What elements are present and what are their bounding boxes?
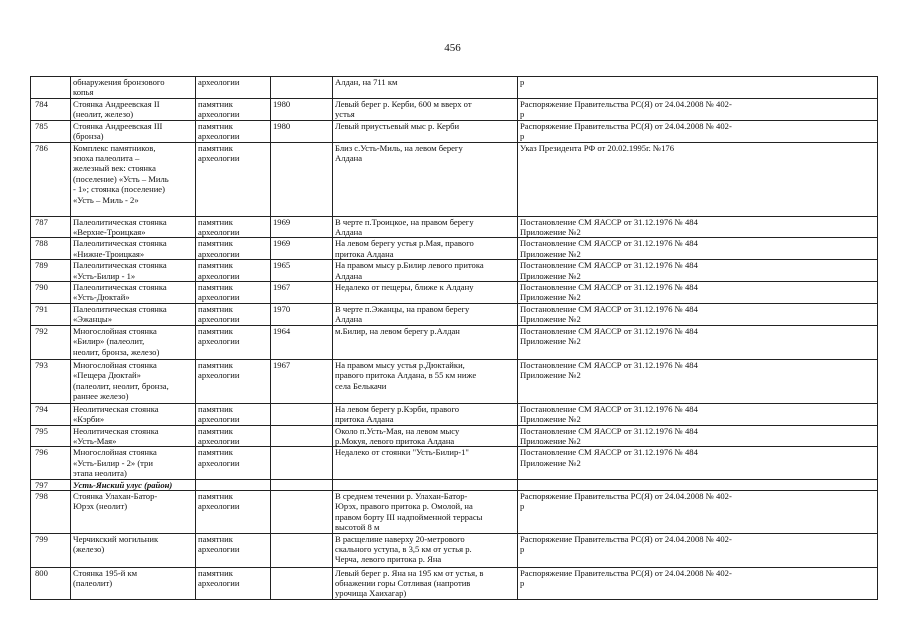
- monument-type-cell: [196, 533, 271, 567]
- row-number-cell: [31, 303, 71, 325]
- location-cell-text: На левом берегу устья р.Мая, правого притока Алдана: [335, 238, 474, 259]
- monument-type-text: памятник: [198, 533, 233, 544]
- monument-name-cell: [71, 260, 196, 282]
- location-cell-text: Левый берег р. Яна на 195 км от устья, в обнажении горы Сотливая (напротив урочища Хаихагар): [335, 567, 484, 599]
- year-cell: [271, 567, 333, 599]
- monument-type-text: памятник: [198, 303, 233, 314]
- row-number-cell: [31, 142, 71, 216]
- document-cell-text: Постановление СМ ЯАССР от 31.12.1976 № 484 Приложение №2: [520, 325, 698, 347]
- row-number-cell-text: 791: [35, 303, 48, 314]
- row-number-cell-text: 789: [35, 260, 48, 271]
- monument-type-cell: [196, 325, 271, 359]
- monument-name-cell: [71, 99, 196, 121]
- monument-type-cell: [196, 403, 271, 425]
- monument-type-cell: [196, 120, 271, 142]
- row-number-cell-text: 796: [35, 447, 48, 458]
- year-cell: [271, 325, 333, 359]
- monument-type-text: памятник: [198, 447, 233, 458]
- row-number-cell-text: 797: [35, 479, 48, 490]
- monument-category-text: археологии: [198, 153, 240, 164]
- document-cell: [518, 77, 878, 99]
- monument-type-cell: [196, 567, 271, 599]
- row-number-cell-text: 785: [35, 120, 48, 131]
- row-number-cell: [31, 403, 71, 425]
- monument-type-cell: [196, 99, 271, 121]
- monument-name-cell-text: Неолитическая стоянка «Кэрби»: [73, 403, 159, 425]
- year-cell: [271, 216, 333, 238]
- row-number-cell-text: 794: [35, 403, 48, 414]
- monument-category-text: археологии: [198, 457, 240, 468]
- monument-type-text: памятник: [198, 260, 233, 271]
- monument-name-cell-text: Комплекс памятников, эпоха палеолита – железный век: стоянка (поселение) «Усть – Миль - 1»; стоянка (поселение) «Усть – Миль - 2»: [73, 142, 169, 205]
- document-cell: [518, 142, 878, 216]
- monument-category-text: археологии: [198, 577, 240, 588]
- document-cell: [518, 403, 878, 425]
- row-number-cell-text: 792: [35, 325, 48, 336]
- monument-name-cell: [71, 447, 196, 479]
- year-cell: [271, 490, 333, 533]
- monument-type-text: памятник: [198, 425, 233, 436]
- row-number-cell-text: 788: [35, 238, 48, 249]
- registry-body: [31, 77, 878, 600]
- year-cell-text: 1969: [273, 216, 291, 227]
- location-cell-text: Близ с.Усть-Миль, на левом берегу Алдана: [335, 142, 463, 164]
- monument-name-cell-text: Многослойная стоянка «Усть-Билир - 2» (три этапа неолита): [73, 447, 157, 479]
- table-row: [31, 403, 878, 425]
- table-row: [31, 216, 878, 238]
- table-row: [31, 120, 878, 142]
- row-number-cell: [31, 216, 71, 238]
- monument-name-cell: [71, 425, 196, 447]
- location-cell-text: В черте п.Троицкое, на правом берегу Алдана: [335, 216, 474, 238]
- year-cell-text: 1980: [273, 120, 291, 131]
- document-cell-text: Постановление СМ ЯАССР от 31.12.1976 № 484 Приложение №2: [520, 216, 698, 238]
- monument-type-cell: [196, 142, 271, 216]
- year-cell: [271, 359, 333, 403]
- location-cell: [333, 403, 518, 425]
- year-cell-text: 1969: [273, 238, 291, 249]
- location-cell-text: В расщелине наверху 20-метрового скального уступа, в 3,5 км от устья р. Черча, левого притока р. Яна: [335, 533, 472, 565]
- row-number-cell: [31, 77, 71, 99]
- location-cell: [333, 490, 518, 533]
- monument-type-cell: [196, 77, 271, 99]
- table-row: [31, 77, 878, 99]
- row-number-cell-text: 799: [35, 533, 48, 544]
- type-cell: [196, 479, 271, 490]
- monument-category-text: археологии: [198, 109, 240, 120]
- document-cell-text: Распоряжение Правительства РС(Я) от 24.04.2008 № 402- р: [520, 99, 732, 120]
- row-number-cell-text: 786: [35, 142, 48, 153]
- monument-category-text: археологии: [198, 314, 240, 325]
- year-cell-text: 1967: [273, 359, 291, 370]
- row-number-cell-text: 795: [35, 425, 48, 436]
- monument-name-cell: [71, 142, 196, 216]
- table-row: [31, 303, 878, 325]
- monument-name-cell: [71, 238, 196, 260]
- row-number-cell-text: 787: [35, 216, 48, 227]
- row-number-cell: [31, 479, 71, 490]
- page-number: 456: [444, 42, 461, 54]
- monument-name-cell: [71, 120, 196, 142]
- monument-type-cell: [196, 260, 271, 282]
- monument-type-cell: [196, 490, 271, 533]
- location-cell: [333, 99, 518, 121]
- year-cell: [271, 260, 333, 282]
- year-cell: [271, 533, 333, 567]
- heritage-registry-table: [30, 76, 878, 600]
- monument-name-cell-text: Многослойная стоянка «Пещера Дюктай» (палеолит, неолит, бронза, раннее железо): [73, 359, 169, 401]
- location-cell-text: На правом мысу р.Билир левого притока Алдана: [335, 260, 484, 281]
- row-number-cell-text: 800: [35, 567, 48, 578]
- location-cell: [333, 447, 518, 479]
- document-cell-text: Постановление СМ ЯАССР от 31.12.1976 № 484 Приложение №2: [520, 403, 698, 425]
- monument-type-text: памятник: [198, 325, 233, 336]
- document-cell: [518, 567, 878, 599]
- row-number-cell: [31, 238, 71, 260]
- location-cell: [333, 533, 518, 567]
- document-cell-text: Распоряжение Правительства РС(Я) от 24.04.2008 № 402- р: [520, 120, 732, 142]
- monument-type-cell: [196, 447, 271, 479]
- location-cell: [333, 238, 518, 260]
- table-row: [31, 359, 878, 403]
- location-cell-text: Левый приустьевый мыс р. Керби: [335, 120, 460, 131]
- document-cell: [518, 490, 878, 533]
- monument-name-cell-text: Многослойная стоянка «Билир» (палеолит, неолит, бронза, железо): [73, 325, 160, 357]
- monument-name-cell-text: Палеолитическая стоянка «Верхне-Троицкая»: [73, 216, 167, 238]
- location-cell: [333, 425, 518, 447]
- location-cell: [333, 325, 518, 359]
- location-cell-text: В черте п.Эжанцы, на правом берегу Алдана: [335, 303, 470, 325]
- monument-category-text: археологии: [198, 77, 240, 87]
- monument-category-text: археологии: [198, 370, 240, 381]
- location-cell: [333, 479, 518, 490]
- row-number-cell-text: 793: [35, 359, 48, 370]
- monument-name-cell-text: Палеолитическая стоянка «Эжанцы»: [73, 303, 167, 325]
- document-cell-text: Распоряжение Правительства РС(Я) от 24.04.2008 № 402- р: [520, 567, 732, 588]
- monument-type-text: памятник: [198, 142, 233, 153]
- row-number-cell: [31, 120, 71, 142]
- row-number-cell: [31, 490, 71, 533]
- monument-name-cell: [71, 325, 196, 359]
- document-cell-text: Распоряжение Правительства РС(Я) от 24.04.2008 № 402- р: [520, 533, 732, 554]
- monument-category-text: археологии: [198, 270, 240, 281]
- document-cell: [518, 533, 878, 567]
- location-cell: [333, 120, 518, 142]
- row-number-cell: [31, 533, 71, 567]
- document-cell: [518, 447, 878, 479]
- document-cell: [518, 303, 878, 325]
- row-number-cell: [31, 260, 71, 282]
- table-row: [31, 479, 878, 490]
- document-cell: [518, 120, 878, 142]
- document-cell-text: Постановление СМ ЯАССР от 31.12.1976 № 484 Приложение №2: [520, 359, 698, 381]
- table-row: [31, 325, 878, 359]
- document-cell-text: Постановление СМ ЯАССР от 31.12.1976 № 484 Приложение №2: [520, 447, 698, 468]
- row-number-cell: [31, 425, 71, 447]
- table-row: [31, 238, 878, 260]
- location-cell-text: м.Билир, на левом берегу р.Алдан: [335, 325, 460, 336]
- table-row: [31, 260, 878, 282]
- monument-name-cell: [71, 490, 196, 533]
- table-row: [31, 533, 878, 567]
- table-row: [31, 99, 878, 121]
- monument-category-text: археологии: [198, 501, 240, 512]
- year-cell: [271, 99, 333, 121]
- row-number-cell: [31, 282, 71, 304]
- monument-type-text: памятник: [198, 238, 233, 249]
- monument-name-cell-text: Стоянка Андреевская III (бронза): [73, 120, 163, 142]
- year-cell-text: 1970: [273, 303, 291, 314]
- row-number-cell-text: 784: [35, 99, 48, 109]
- monument-type-text: памятник: [198, 282, 233, 293]
- monument-name-cell-text: Стоянка 195-й км (палеолит): [73, 567, 138, 588]
- monument-category-text: археологии: [198, 336, 240, 347]
- monument-type-text: памятник: [198, 216, 233, 227]
- row-number-cell: [31, 325, 71, 359]
- monument-category-text: археологии: [198, 227, 240, 238]
- location-cell-text: На левом берегу р.Кэрби, правого притока Алдана: [335, 403, 460, 425]
- monument-name-cell-text: обнаружения бронзового копья: [73, 77, 165, 98]
- row-number-cell-text: 790: [35, 282, 48, 293]
- location-cell: [333, 77, 518, 99]
- document-cell: [518, 282, 878, 304]
- year-cell: [271, 120, 333, 142]
- year-cell: [271, 425, 333, 447]
- year-cell: [271, 479, 333, 490]
- year-cell: [271, 447, 333, 479]
- row-number-cell: [31, 567, 71, 599]
- row-number-cell-text: 798: [35, 490, 48, 501]
- document-cell: [518, 359, 878, 403]
- document-cell: [518, 260, 878, 282]
- document-cell: [518, 238, 878, 260]
- row-number-cell: [31, 359, 71, 403]
- monument-type-text: памятник: [198, 490, 233, 501]
- monument-type-cell: [196, 425, 271, 447]
- location-cell: [333, 142, 518, 216]
- monument-category-text: археологии: [198, 131, 240, 142]
- monument-name-cell: [71, 77, 196, 99]
- monument-name-cell-text: Стоянка Андреевская II (неолит, железо): [73, 99, 160, 120]
- location-cell: [333, 567, 518, 599]
- monument-name-cell-text: Черчикский могильник (железо): [73, 533, 159, 554]
- monument-type-text: памятник: [198, 359, 233, 370]
- location-cell-text: В среднем течении р. Улахан-Батор- Юрэх, правого притока р. Омолой, на правом борту III надпойменной террасы высотой 8 м: [335, 490, 483, 533]
- table-row: [31, 425, 878, 447]
- location-cell: [333, 282, 518, 304]
- document-cell-text: р: [520, 77, 525, 87]
- document-cell: [518, 479, 878, 490]
- year-cell: [271, 303, 333, 325]
- monument-name-cell: [71, 359, 196, 403]
- document-cell-text: Постановление СМ ЯАССР от 31.12.1976 № 484 Приложение №2: [520, 260, 698, 281]
- monument-category-text: археологии: [198, 292, 240, 303]
- monument-name-cell-text: Палеолитическая стоянка «Нижне-Троицкая»: [73, 238, 167, 259]
- monument-type-text: памятник: [198, 403, 233, 414]
- location-cell: [333, 260, 518, 282]
- monument-type-text: памятник: [198, 567, 233, 578]
- monument-type-cell: [196, 359, 271, 403]
- monument-name-cell-text: Неолитическая стоянка «Усть-Мая»: [73, 425, 159, 446]
- year-cell: [271, 77, 333, 99]
- district-name-cell-text: Усть-Янский улус (район): [73, 479, 173, 490]
- monument-name-cell: [71, 303, 196, 325]
- monument-type-text: памятник: [198, 120, 233, 131]
- location-cell: [333, 359, 518, 403]
- year-cell-text: 1965: [273, 260, 291, 271]
- document-cell-text: Распоряжение Правительства РС(Я) от 24.04.2008 № 402- р: [520, 490, 732, 512]
- table-row: [31, 490, 878, 533]
- document-cell-text: Постановление СМ ЯАССР от 31.12.1976 № 484 Приложение №2: [520, 282, 698, 303]
- monument-category-text: археологии: [198, 414, 240, 425]
- monument-name-cell-text: Палеолитическая стоянка «Усть-Билир - 1»: [73, 260, 167, 281]
- monument-name-cell-text: Стоянка Улахан-Батор- Юрэх (неолит): [73, 490, 158, 512]
- location-cell-text: Левый берег р. Керби, 600 м вверх от устья: [335, 99, 472, 120]
- monument-category-text: археологии: [198, 248, 240, 259]
- document-cell: [518, 325, 878, 359]
- year-cell: [271, 238, 333, 260]
- location-cell-text: На правом мысу устья р.Дюктайки, правого притока Алдана, в 55 км ниже села Белькачи: [335, 359, 477, 391]
- document-cell-text: Постановление СМ ЯАССР от 31.12.1976 № 484 Приложение №2: [520, 303, 698, 325]
- location-cell: [333, 216, 518, 238]
- year-cell: [271, 142, 333, 216]
- table-row: [31, 567, 878, 599]
- document-cell: [518, 99, 878, 121]
- table-row: [31, 447, 878, 479]
- location-cell-text: Недалеко от стоянки "Усть-Билир-1": [335, 447, 469, 458]
- year-cell-text: 1967: [273, 282, 291, 293]
- monument-name-cell: [71, 216, 196, 238]
- document-cell: [518, 425, 878, 447]
- year-cell: [271, 403, 333, 425]
- monument-name-cell: [71, 403, 196, 425]
- monument-type-text: памятник: [198, 99, 233, 109]
- monument-name-cell: [71, 282, 196, 304]
- monument-type-cell: [196, 303, 271, 325]
- row-number-cell: [31, 447, 71, 479]
- table-row: [31, 142, 878, 216]
- location-cell: [333, 303, 518, 325]
- year-cell-text: 1980: [273, 99, 291, 109]
- monument-type-cell: [196, 282, 271, 304]
- document-cell-text: Указ Президента РФ от 20.02.1995г. №176: [520, 142, 675, 153]
- monument-category-text: археологии: [198, 543, 240, 554]
- monument-name-cell: [71, 533, 196, 567]
- document-cell-text: Постановление СМ ЯАССР от 31.12.1976 № 484 Приложение №2: [520, 238, 698, 259]
- monument-name-cell: [71, 567, 196, 599]
- district-name-cell: [71, 479, 196, 490]
- monument-type-cell: [196, 216, 271, 238]
- document-cell: [518, 216, 878, 238]
- table-row: [31, 282, 878, 304]
- location-cell-text: Алдан, на 711 км: [335, 77, 398, 87]
- location-cell-text: Недалеко от пещеры, ближе к Алдану: [335, 282, 474, 293]
- monument-category-text: археологии: [198, 435, 240, 446]
- document-cell-text: Постановление СМ ЯАССР от 31.12.1976 № 484 Приложение №2: [520, 425, 698, 446]
- row-number-cell: [31, 99, 71, 121]
- monument-type-cell: [196, 238, 271, 260]
- year-cell: [271, 282, 333, 304]
- year-cell-text: 1964: [273, 325, 291, 336]
- location-cell-text: Около п.Усть-Мая, на левом мысу р.Мокуя, левого притока Алдана: [335, 425, 460, 446]
- monument-name-cell-text: Палеолитическая стоянка «Усть-Дюктай»: [73, 282, 167, 303]
